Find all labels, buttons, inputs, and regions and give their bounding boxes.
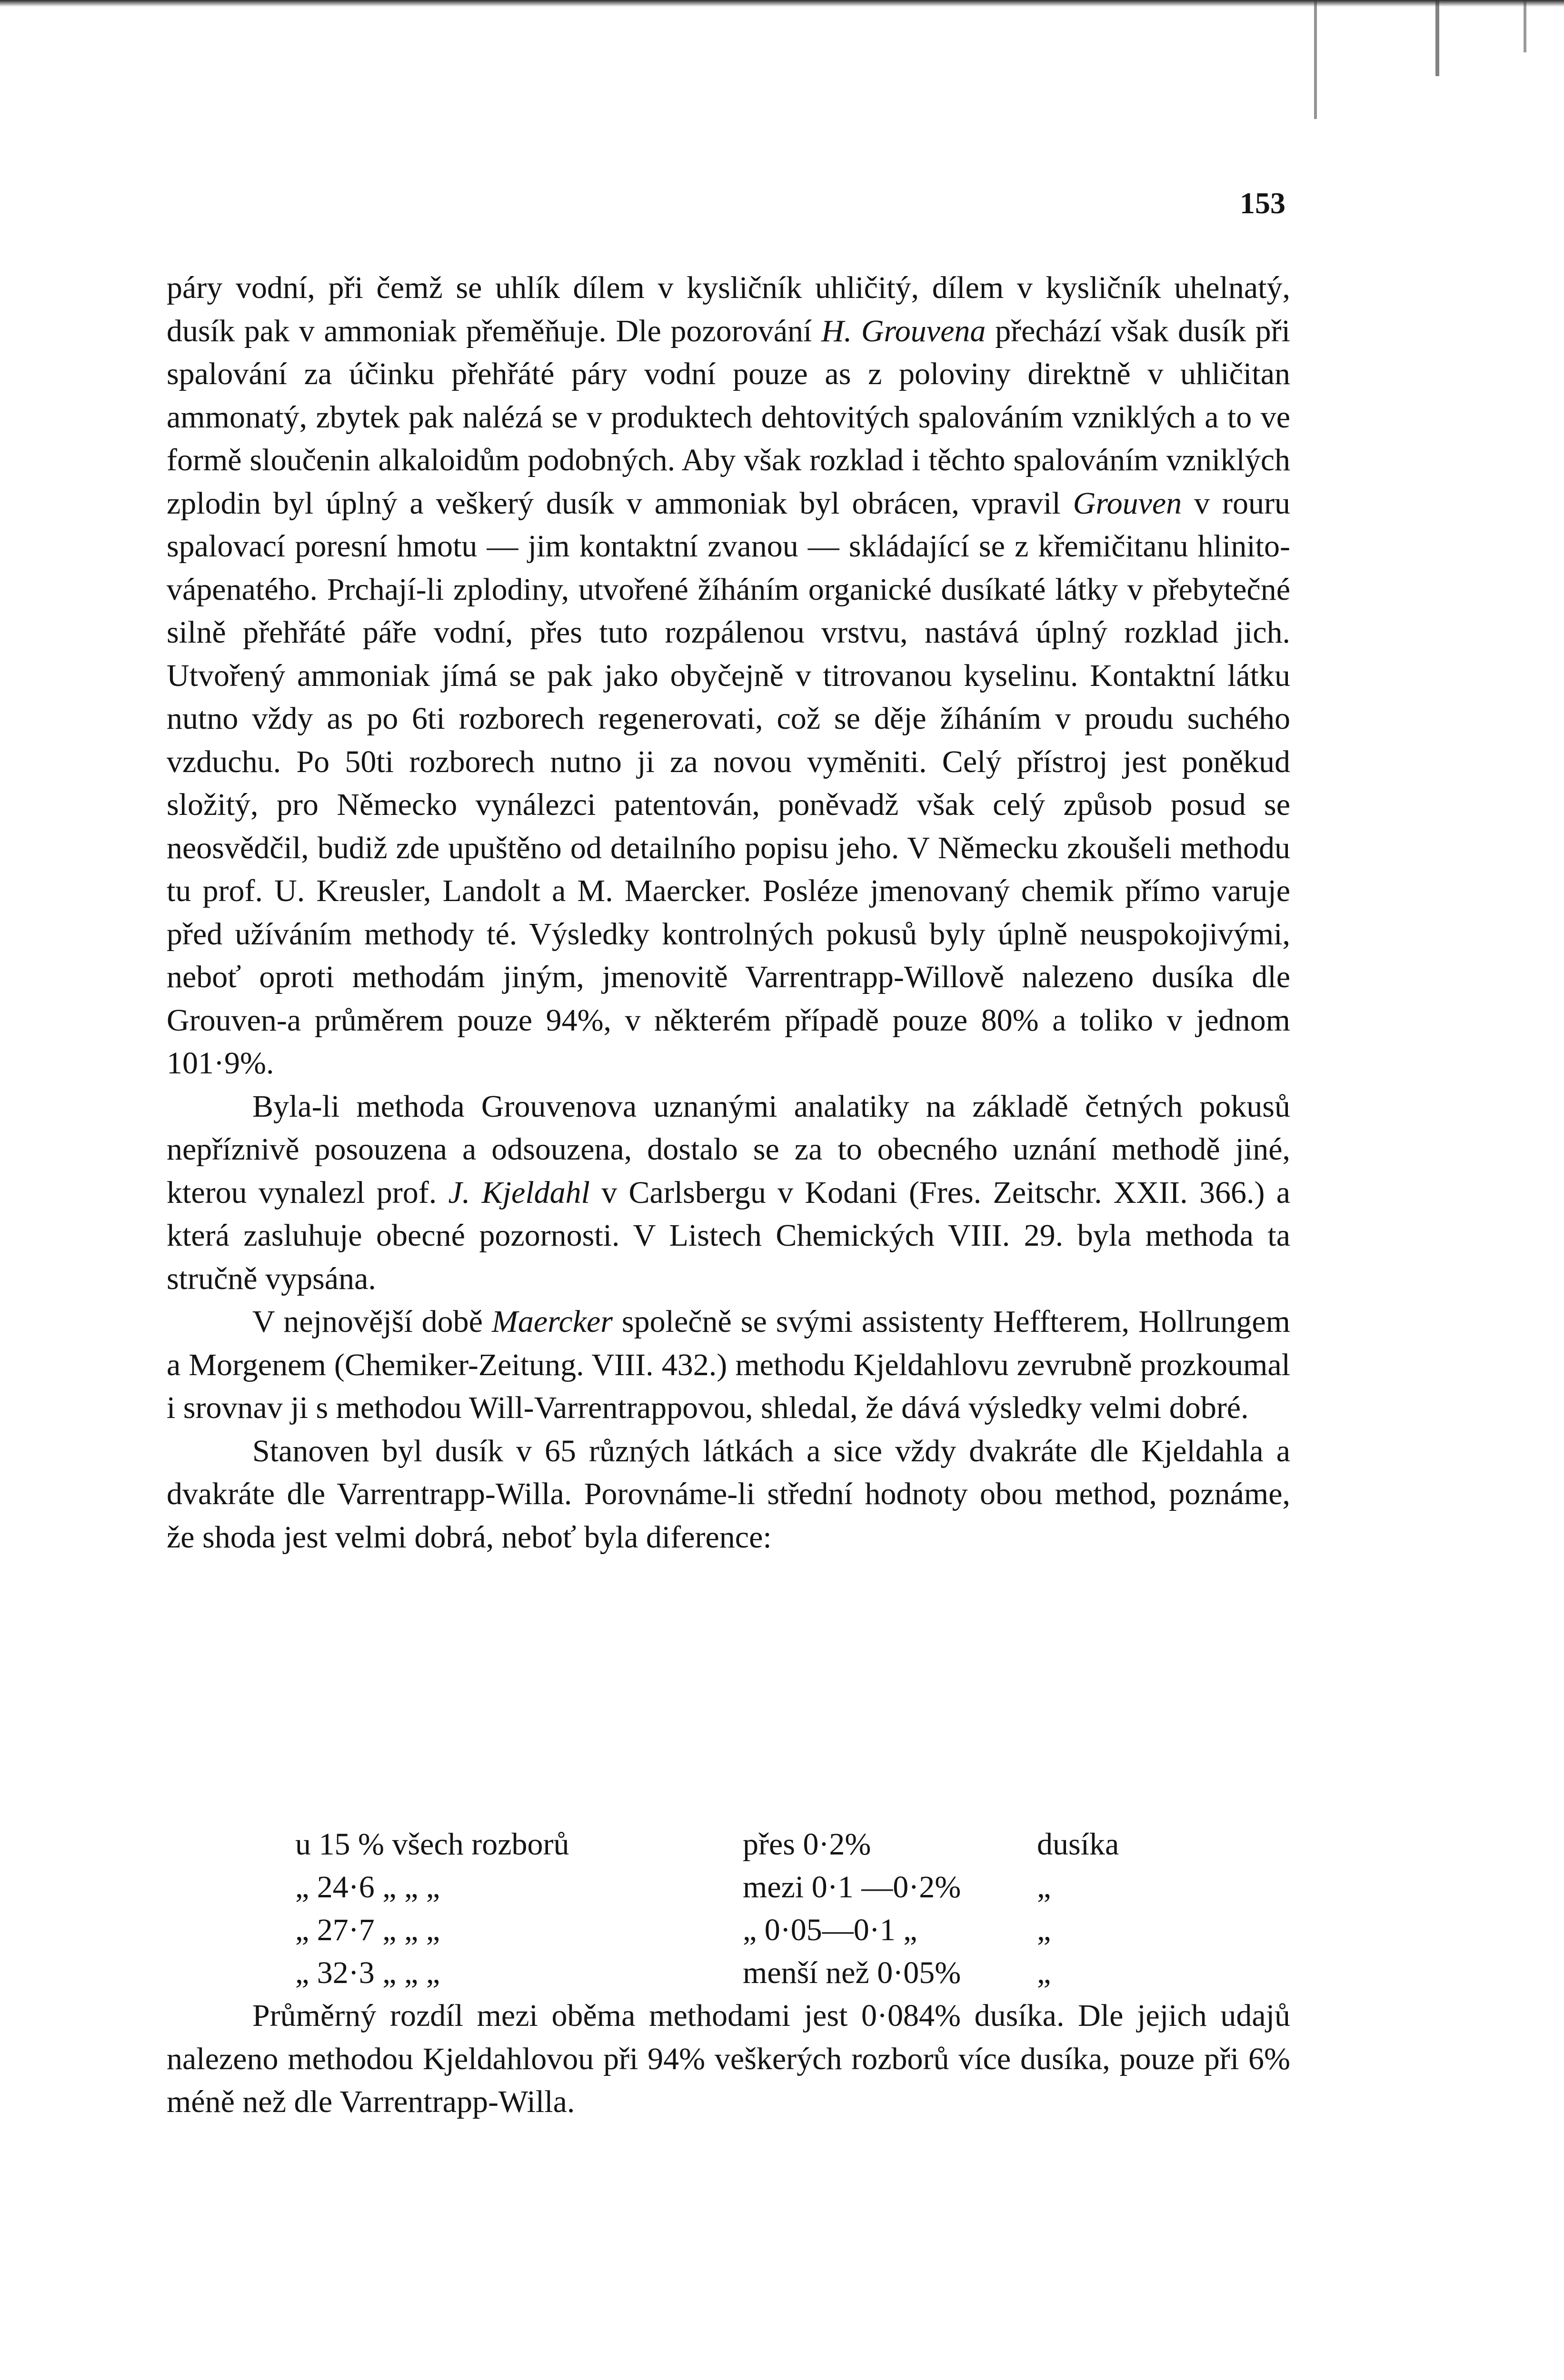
text-run: společně se svými assistenty Heffterem, Hollrungem a Morgenem (Chemiker-Zeitung. VIII. 432.) methodu Kjeldahlovu zevrubně prozkoumal i srovnav ji s methodou Will-Varrentrappovou, shledal, že dává výsledky velmi dobré. <box>167 1304 1290 1425</box>
difference-table <box>295 1823 1247 1994</box>
text-run: v Carlsbergu v Kodani (Fres. Zeitschr. XXII. 366.) a která zasluhuje obecné pozornosti. V Listech Chemických VIII. 29. byla methoda ta stručně vypsána. <box>167 1175 1291 1296</box>
share-cell: „ 32·3 „ „ „ <box>295 1955 440 1990</box>
relation-cell: menší než 0·05% <box>743 1955 961 1990</box>
table-row <box>295 1952 1247 1994</box>
unit-cell: dusíka <box>1037 1827 1119 1862</box>
body-text <box>167 267 1290 1559</box>
table-row <box>295 1866 1247 1909</box>
paragraph-average-difference: Průměrný rozdíl mezi oběma methodami jest 0·084% dusíka. Dle jejich udajů nalezeno methodou Kjeldahlovou při 94% veškerých rozborů více dusíka, pouze při 6% méně než dle Varrentrapp-Willa. <box>167 1998 1290 2119</box>
scan-edge-mark <box>1435 0 1439 76</box>
scan-edge-mark <box>1314 0 1317 119</box>
share-cell: u 15 % všech rozborů <box>295 1827 569 1862</box>
text-run: V nejnovější době <box>252 1304 492 1339</box>
paragraph-grouven-method <box>167 267 1290 1085</box>
share-cell: „ 24·6 „ „ „ <box>295 1870 440 1904</box>
text-run: v rouru spalovací poresní hmotu — jim kontaktní zvanou — skládající se z křemičitanu hlinito-vápenatého. Prchají-li zplodiny, utvořené žíháním organické dusíkaté látky v přebytečné silně přehřáté páře vodní, přes tuto rozpálenou vrstvu, nastává úplný rozklad jich. Utvořený ammoniak jímá se pak jako obyčejně v titrovanou kyselinu. Kontaktní látku nutno vždy as po 6ti rozborech regenerovati, což se děje žíháním v proudu suchého vzduchu. Po 50ti rozborech nutno ji za novou vyměniti. Celý přístroj jest poněkud složitý, pro Německo vynálezci patentován, poněvadž však celý způsob posud se neosvědčil, budiž zde upuštěno od detailního popisu jeho. V Německu zkoušeli methodu tu prof. U. Kreusler, Landolt a M. Maercker. Posléze jmenovaný chemik přímo varuje před užíváním methody té. Výsledky kontrolných pokusů byly úplně neuspokojivými, neboť oproti methodám jiným, jmenovitě Varrentrapp-Willově nalezeno dusíka dle Grouven-a průměrem pouze 94%, v některém případě pouze 80% a toliko v jednom 101·9%. <box>167 486 1290 1081</box>
page-number: 153 <box>1240 186 1285 220</box>
share-cell: „ 27·7 „ „ „ <box>295 1913 440 1947</box>
author-name: Grouven <box>1073 486 1182 521</box>
relation-cell: „ 0·05—0·1 „ <box>743 1913 917 1947</box>
unit-cell: „ <box>1037 1913 1051 1947</box>
paragraph-kjeldahl-method <box>167 1085 1290 1301</box>
author-name: Maercker <box>491 1304 613 1339</box>
scan-edge-mark <box>1524 0 1526 52</box>
text-run: Byla-li methoda Grouvenova uznanými analatiky na základě četných pokusů nepříznivě posouzena a odsouzena, dostalo se za to obecného uznání methodě jiné, kterou vynalezl prof. <box>167 1089 1290 1210</box>
unit-cell: „ <box>1037 1870 1051 1904</box>
unit-cell: „ <box>1037 1955 1051 1990</box>
text-run: páry vodní, při čemž se uhlík dílem v kysličník uhličitý, dílem v kysličník uhelnatý, dusík pak v ammoniak přeměňuje. Dle pozorování <box>167 270 1290 348</box>
table-row <box>295 1823 1247 1866</box>
relation-cell: přes 0·2% <box>743 1827 871 1862</box>
author-name: H. Grouvena <box>821 313 986 348</box>
table-row <box>295 1909 1247 1952</box>
paragraph-comparison: Stanoven byl dusík v 65 různých látkách a sice vždy dvakráte dle Kjeldahla a dvakráte dle Varrentrapp-Willa. Porovnáme-li střední hodnoty obou method, poznáme, že shoda jest velmi dobrá, neboť byla diference: <box>167 1433 1290 1555</box>
text-run: přechází však dusík při spalování za účinku přehřáté páry vodní pouze as z poloviny direktně v uhličitan ammonatý, zbytek pak nalézá se v produktech dehtovitých spalováním vzniklých a to ve formě sloučenin alkaloidům podobných. Aby však rozklad i těchto spalováním vzniklých zplodin byl úplný a veškerý dusík v ammoniak byl obrácen, vpravil <box>167 313 1290 521</box>
scan-edge-shadow <box>0 0 1564 7</box>
author-name: J. Kjeldahl <box>448 1175 590 1210</box>
relation-cell: mezi 0·1 —0·2% <box>743 1870 961 1904</box>
closing-text <box>167 1994 1290 2124</box>
paragraph-maercker-study <box>167 1300 1290 1430</box>
